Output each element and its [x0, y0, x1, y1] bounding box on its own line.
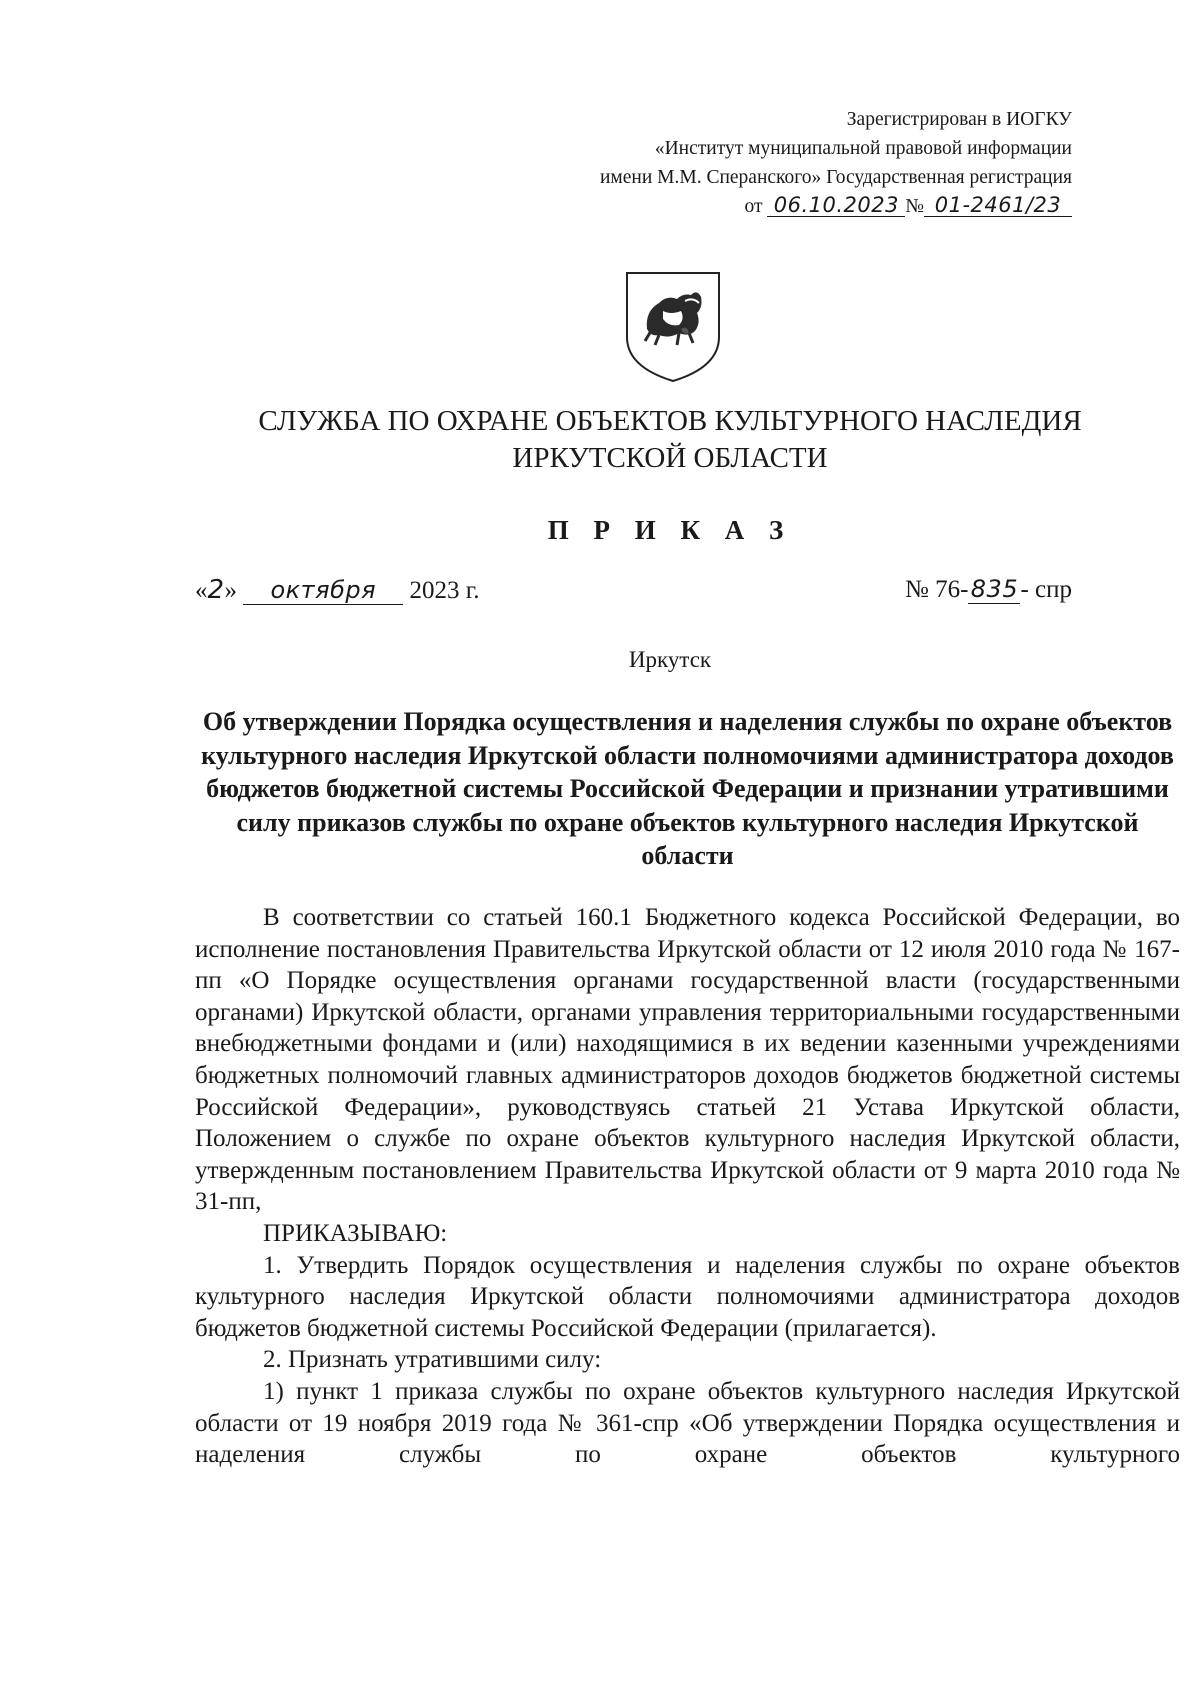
registration-line-2: «Институт муниципальной правовой информации [654, 138, 1072, 159]
date-open-quote: « [195, 577, 208, 604]
registration-date: 06.10.2023 [767, 194, 905, 217]
organization-line-2: ИРКУТСКОЙ ОБЛАСТИ [512, 442, 828, 474]
date-close-quote: » [224, 577, 238, 604]
document-type: П Р И К А З [547, 515, 793, 545]
item-2-paragraph: 2. Признать утратившими силу: [263, 1346, 602, 1374]
registration-line-4 [600, 192, 1072, 221]
order-date [195, 575, 479, 605]
registration-number-label: № [905, 196, 924, 217]
registration-from-label: от [744, 196, 763, 217]
registration-line-3: имени М.М. Сперанского» Государственная регистрация [599, 167, 1072, 188]
registration-line-1: Зарегистрирован в ИОГКУ [846, 109, 1072, 130]
number-prefix: № 76- [905, 576, 969, 603]
preamble-paragraph: В соответствии со статьей 160.1 Бюджетного кодекса Российской Федерации, во исполнение постановления Правительства Иркутской области от 12 июля 2010 года № 167-пп «О Порядке осуществления органами государственной власти (государственными органами) Иркутской области, органами управления территориальными государственными внебюджетными фондами и (или) находящимися в их ведении казенными учреждениями бюджетных полномочий главных администраторов доходов бюджетов бюджетной системы Российской Федерации», руководствуясь статьей 21 Устава Иркутской области, Положением о службе по охране объектов культурного наследия Иркутской области, утвержденным постановлением Правительства Иркутской области от 9 марта 2010 года № 31-пп, [195, 904, 1180, 1216]
registration-number: 01-2461/23 [924, 194, 1072, 217]
document-body [195, 902, 1180, 1471]
number-suffix: - спр [1020, 576, 1072, 603]
organization-name [0, 403, 1200, 477]
document-title: Об утверждении Порядка осуществления и наделения службы по охране объектов культурного наследия Иркутской области полномочиями администратора доходов бюджетов бюджетной системы Российской Федерации и признании утратившими силу приказов службы по охране объектов культурного наследия Иркутской области [201, 707, 1174, 871]
organization-line-1: СЛУЖБА ПО ОХРАНЕ ОБЪЕКТОВ КУЛЬТУРНОГО НАСЛЕДИЯ [258, 405, 1082, 437]
date-month: октября [243, 576, 403, 605]
item-2-1-paragraph: 1) пункт 1 приказа службы по охране объектов культурного наследия Иркутской области от 19 ноября 2019 года № 361-спр «Об утверждении Порядка осуществления и наделения службы по охране объектов культурного [195, 1377, 1180, 1469]
date-year: 2023 г. [409, 577, 480, 604]
city: Иркутск [628, 647, 712, 672]
date-day: 2 [207, 575, 225, 605]
order-word: ПРИКАЗЫВАЮ: [263, 1219, 448, 1247]
number-value: 835 [968, 575, 1020, 604]
registration-stamp [600, 105, 1072, 221]
order-number [905, 575, 1072, 604]
irkutsk-coat-of-arms-icon [623, 267, 723, 385]
item-1-paragraph: 1. Утвердить Порядок осуществления и наделения службы по охране объектов культурного наследия Иркутской области полномочиями администратора доходов бюджетов бюджетной системы Российской Федерации (прилагается). [195, 1251, 1180, 1342]
